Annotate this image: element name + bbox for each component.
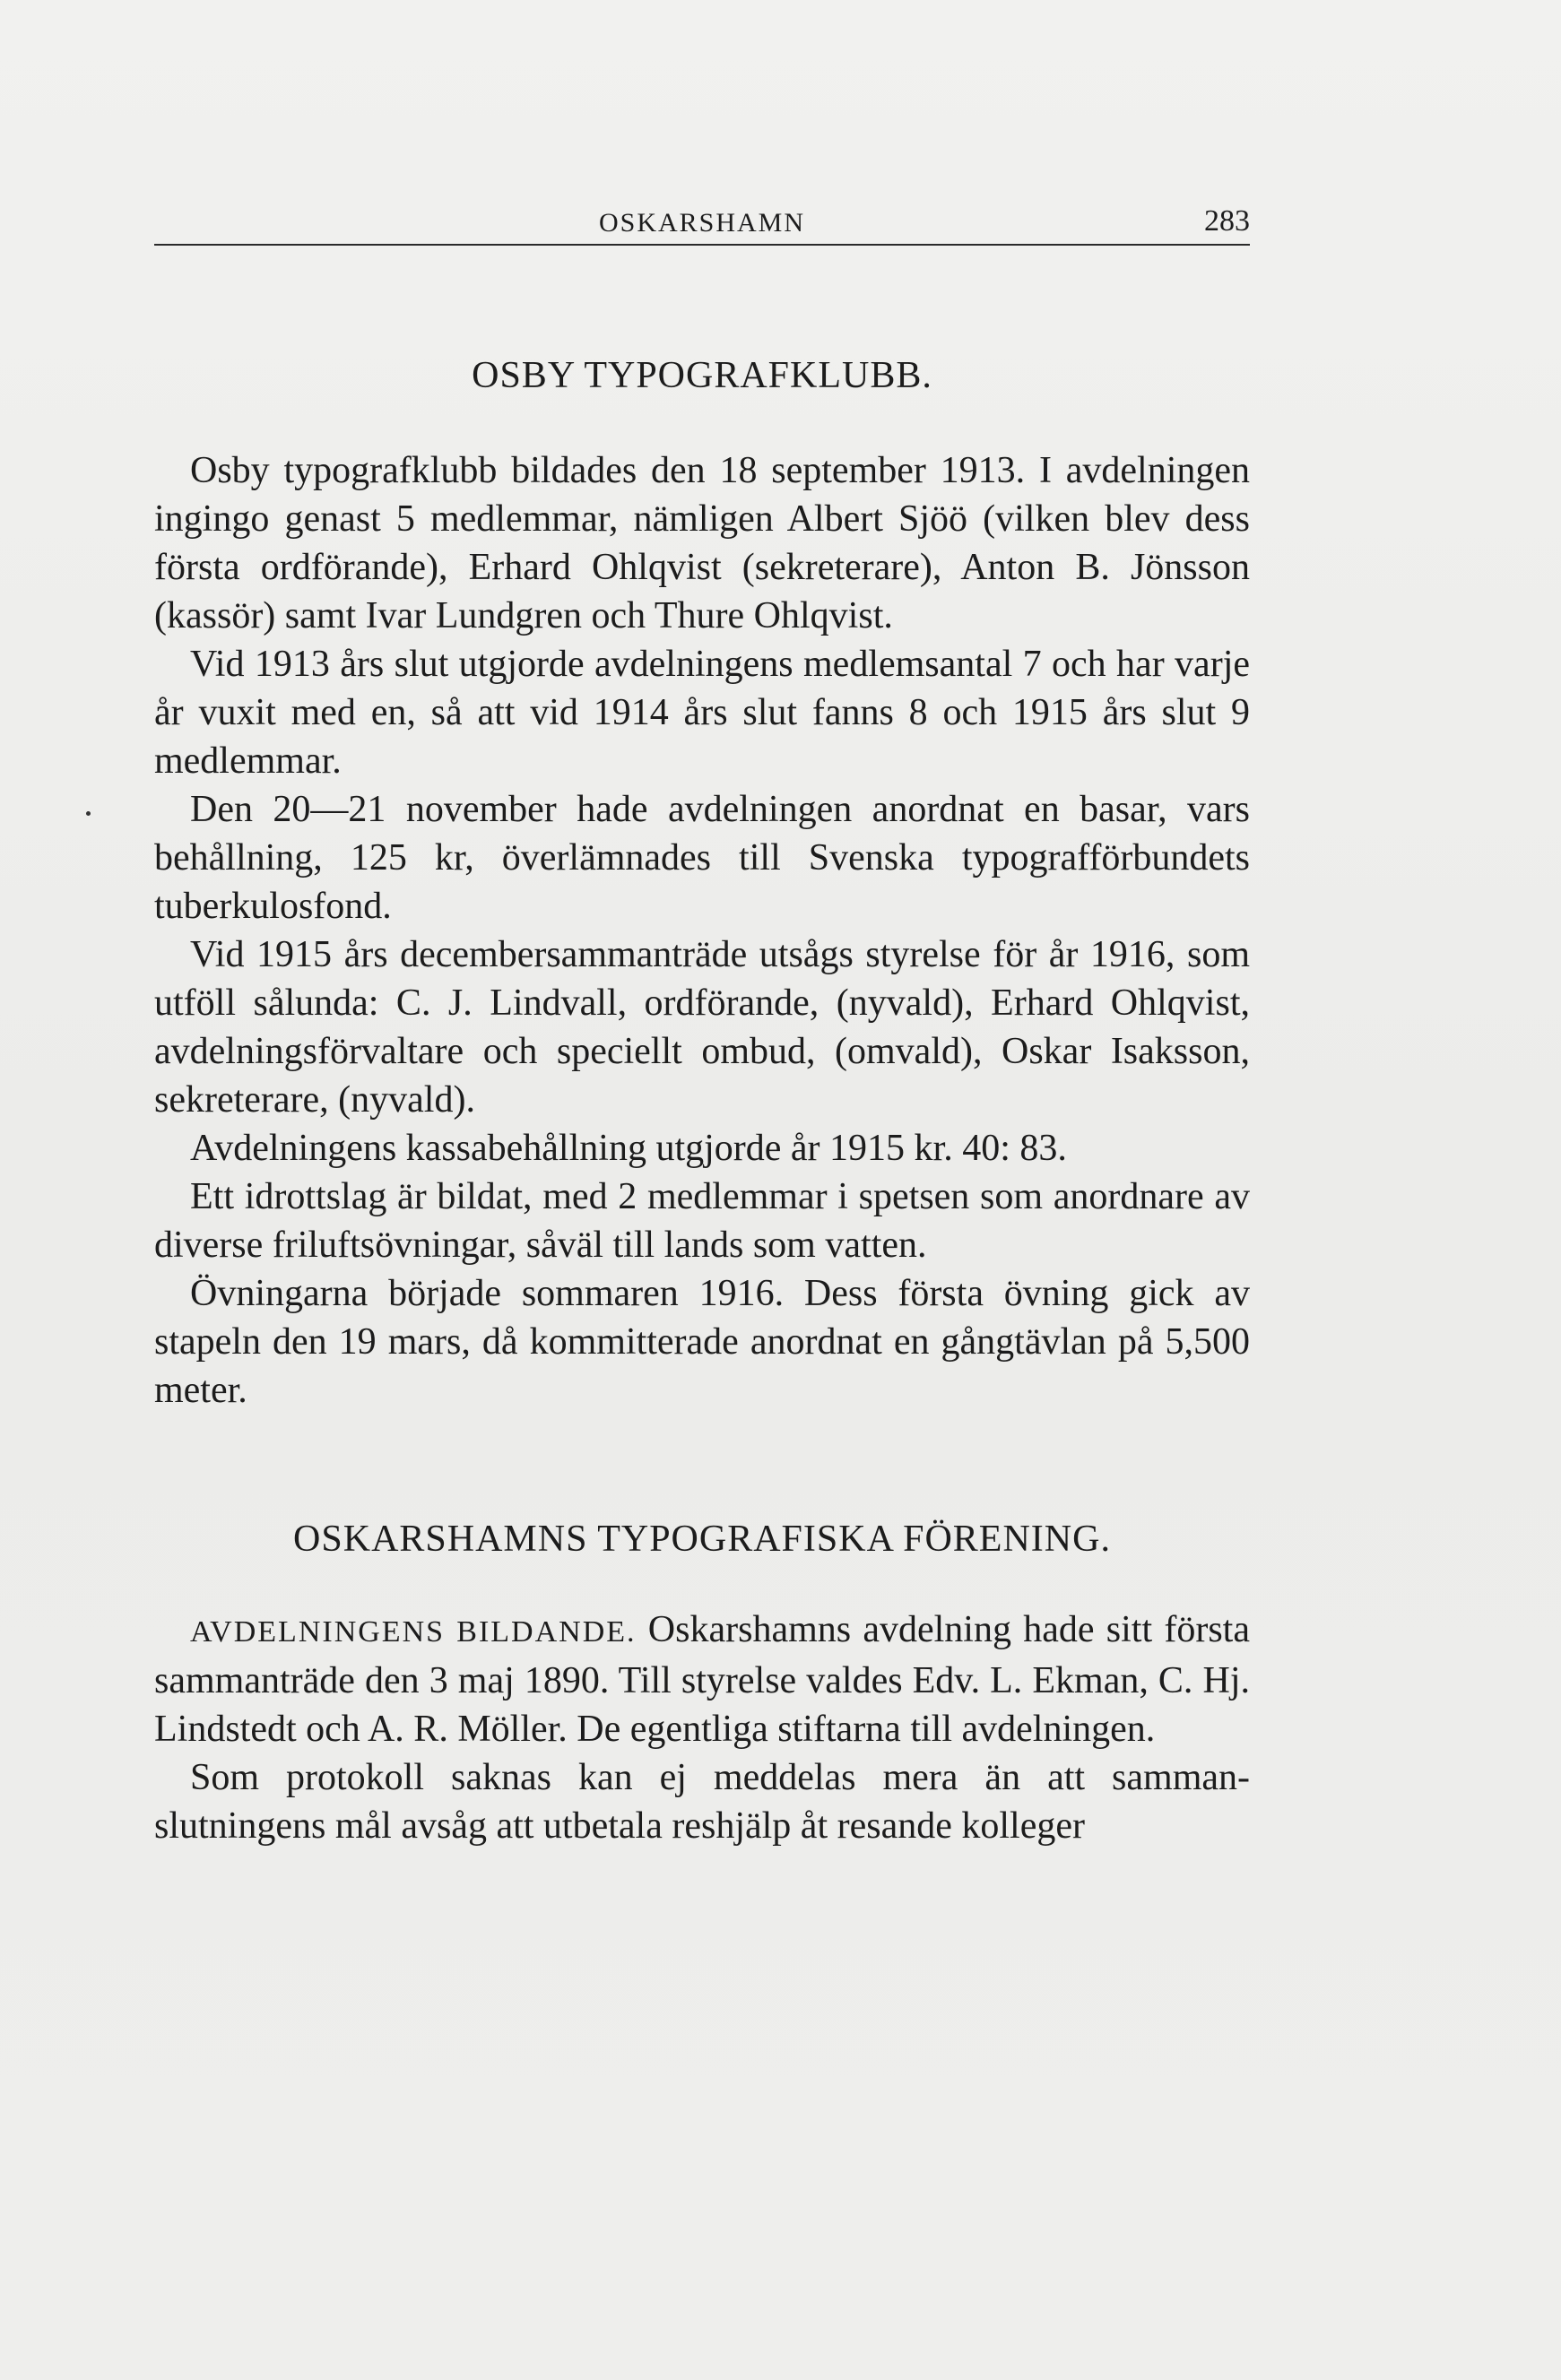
paragraph: Vid 1913 års slut utgjorde avdelningens medlemsantal 7 och har varje år vuxit med en, så att vid 1914 års slut fanns 8 och 1915 års slut 9 medlemmar. bbox=[154, 644, 1250, 782]
paragraph-text: Oskarshamns avdelning hade sitt första sammanträde den 3 maj 1890. Till styrelse valdes Edv. L. Ekman, C. Hj. Lindstedt och A. R. Möller. De egentliga stiftarna till avdelningen. bbox=[154, 1609, 1250, 1750]
subsection-label: AVDELNINGENS BILDANDE. bbox=[190, 1615, 637, 1649]
text-block bbox=[154, 354, 1250, 1850]
paragraph-lead bbox=[154, 1605, 1250, 1753]
running-title: OSKARSHAMN bbox=[598, 208, 806, 238]
page-number: 283 bbox=[1204, 204, 1250, 238]
paragraph: Vid 1915 års decembersammanträde utsågs styrelse för år 1916, som utföll sålunda: C. J. Lindvall, ordförande, (nyvald), Erhard Ohlqvist, avdelningsförvaltare och speciellt ombud, (omvald), Oskar Isaksson, sekreterare, (nyvald). bbox=[154, 934, 1250, 1121]
paragraph: Avdelningens kassabehållning utgjorde år 1915 kr. 40: 83. bbox=[190, 1128, 1067, 1169]
section-heading-oskarshamn: OSKARSHAMNS TYPOGRAFISKA FÖRENING. bbox=[293, 1519, 1111, 1560]
section-heading-osby: OSBY TYPOGRAFKLUBB. bbox=[472, 355, 932, 396]
paragraph: Osby typografklubb bildades den 18 september 1913. I avdelningen ingingo genast 5 medlemmar, nämligen Albert Sjöö (vilken blev dess första ordförande), Erhard Ohlqvist (sekreterare), Anton B. Jönsson (kassör) samt Ivar Lundgren och Thure Ohlqvist. bbox=[154, 450, 1250, 636]
paragraph: Övningarna började sommaren 1916. Dess första övning gick av stapeln den 19 mars, då kommitterade anordnat en gångtävlan på 5,500 meter. bbox=[154, 1273, 1250, 1411]
paragraph: Den 20—21 november hade avdelningen anordnat en basar, vars behållning, 125 kr, överlämnades till Svenska typografförbundets tuberkulosfond. bbox=[154, 789, 1250, 927]
margin-speck bbox=[86, 811, 91, 816]
paragraph: Ett idrottslag är bildat, med 2 medlemmar i spetsen som anordnare av diverse friluftsövningar, såväl till lands som vatten. bbox=[154, 1176, 1250, 1266]
paragraph: Som protokoll saknas kan ej meddelas mera än att sammanslutningens mål avsåg att utbetala reshjälp åt resande kolleger bbox=[154, 1757, 1250, 1847]
running-head bbox=[154, 204, 1250, 246]
